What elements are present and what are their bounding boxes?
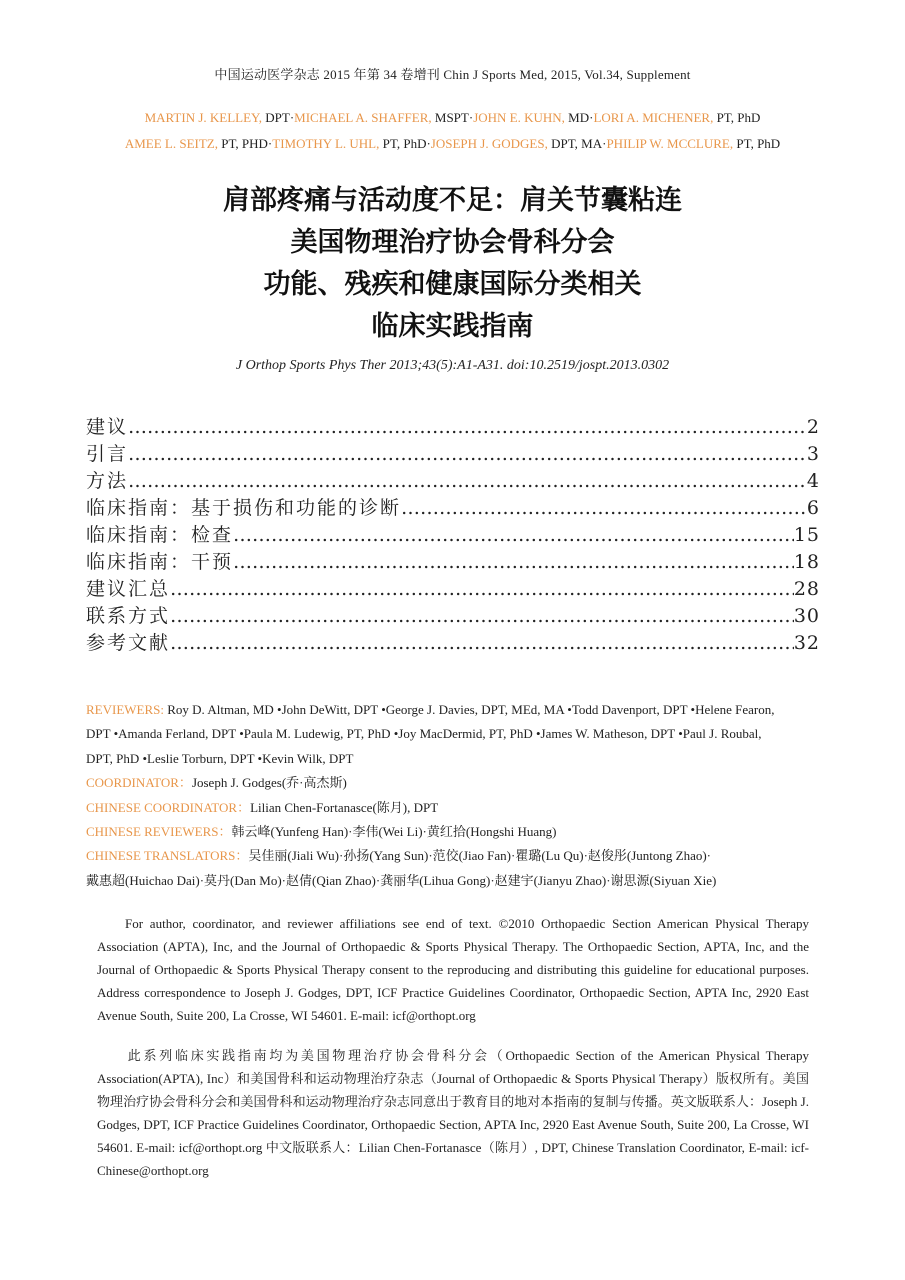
title-line-2: 美国物理治疗协会骨科分会 — [290, 227, 615, 258]
toc-entry[interactable]: 临床指南：干预 ………………………………………………………………………………………………………………………………………………… 18 — [86, 547, 820, 574]
authors-line-1 — [0, 110, 905, 126]
table-of-contents — [86, 412, 820, 655]
coordinator-label: COORDINATOR： — [86, 775, 192, 791]
chinese-translators-line: 戴惠超(Huichao Dai)·莫丹(Dan Mo)·赵倩(Qian Zhao)·龚丽华(Lihua Gong)·赵建宇(Jianyu Zhao)·谢思源(Siyuan Xie) — [86, 872, 717, 888]
reviewers-line: REVIEWERS: Roy D. Altman, MD •John DeWitt, DPT •George J. Davies, DPT, MEd, MA •Todd Davenport, DPT •Helene Fearon, — [86, 702, 775, 717]
copyright-paragraph-english: For author, coordinator, and reviewer affiliations see end of text. ©2010 Orthopaedic Section American Physical Therapy Association (APTA), Inc, and the Journal of Orthopaedic & Sports Physical Therapy. The Orthopaedic Section, APTA, Inc, and the Journal of Orthopaedic & Sports Physical Therapy consent to the reproducing and distributing this guideline for educational purposes. Address correspondence to Joseph J. Godges, DPT, ICF Practice Guidelines Coordinator, Orthopaedic Section, APTA Inc, 2920 East Avenue South, Suite 200, La Crosse, WI 54601. E-mail: icf@orthopt.org — [97, 916, 809, 1023]
paper-title — [0, 180, 905, 348]
toc-entry[interactable]: 临床指南：基于损伤和功能的诊断 ………………………………………………………………………………………………………………………………………………… 6 — [86, 493, 820, 520]
chinese-translators-label: CHINESE TRANSLATORS： — [86, 848, 249, 864]
authors-line-2 — [0, 136, 905, 152]
credits-section — [86, 698, 821, 893]
copyright-paragraph-chinese: 此系列临床实践指南均为美国物理治疗协会骨科分会（Orthopaedic Section of the American Physical Therapy Association(APTA), Inc）和美国骨科和运动物理治疗杂志（Journal of Orthopaedic & Sports Physical Therapy）版权所有。美国物理治疗协会骨科分会和美国骨科和运动物理治疗杂志同意出于教育目的地对本指南的复制与传播。英文版联系人：Joseph J. Godges, DPT, ICF Practice Guidelines Coordinator, Orthopaedic Section, APTA Inc, 2920 East Avenue South, Suite 200, La Crosse, WI 54601. E-mail: icf@orthopt.org 中文版联系人：Lilian Chen-Fortanasce（陈月）, DPT, Chinese Translation Coordinator, E-mail: icf-Chinese@orthopt.org — [97, 1048, 809, 1178]
toc-entry[interactable]: 建议 ………………………………………………………………………………………………………………………………………………… 2 — [86, 412, 820, 439]
author-kelley: MARTIN J. KELLEY, DPT· — [144, 110, 295, 125]
author-mcclure: PHILIP W. MCCLURE, PT, PhD — [606, 136, 781, 151]
coordinator-line: COORDINATOR：Joseph J. Godges(乔·高杰斯) — [86, 775, 347, 791]
author-michener: LORI A. MICHENER, PT, PhD — [593, 110, 761, 125]
reviewers-line: DPT •Amanda Ferland, DPT •Paula M. Ludewig, PT, PhD •Joy MacDermid, PT, PhD •James W. Matheson, DPT •Paul J. Roubal, — [86, 726, 762, 742]
author-seitz: AMEE L. SEITZ, PT, PHD· — [124, 136, 273, 151]
chinese-coordinator-line: CHINESE COORDINATOR：Lilian Chen-Fortanasce(陈月), DPT — [86, 799, 439, 815]
chinese-reviewers-label: CHINESE REVIEWERS： — [86, 824, 232, 840]
title-line-1: 肩部疼痛与活动度不足：肩关节囊粘连 — [223, 185, 682, 216]
toc-entry[interactable]: 联系方式 ………………………………………………………………………………………………………………………………………………… 30 — [86, 601, 820, 628]
chinese-coordinator-label: CHINESE COORDINATOR： — [86, 799, 251, 815]
toc-entry[interactable]: 建议汇总 ………………………………………………………………………………………………………………………………………………… 28 — [86, 574, 820, 601]
reviewers-line: DPT, PhD •Leslie Torburn, DPT •Kevin Wilk, DPT — [86, 750, 354, 766]
citation: J Orthop Sports Phys Ther 2013;43(5):A1-A31. doi:10.2519/jospt.2013.0302 — [235, 358, 670, 373]
toc-entry[interactable]: 参考文献 ………………………………………………………………………………………………………………………………………………… 32 — [86, 628, 820, 655]
author-godges: JOSEPH J. GODGES, DPT, MA· — [430, 136, 607, 151]
toc-entry[interactable]: 引言 ………………………………………………………………………………………………………………………………………………… 3 — [86, 439, 820, 466]
title-line-3: 功能、残疾和健康国际分类相关 — [263, 269, 642, 300]
journal-header: 中国运动医学杂志 2015 年第 34 卷增刊 Chin J Sports Med, 2015, Vol.34, Supplement — [214, 67, 691, 82]
title-line-4: 临床实践指南 — [371, 311, 534, 342]
chinese-translators-line: CHINESE TRANSLATORS：吴佳丽(Jiali Wu)·孙扬(Yang Sun)·范佼(Jiao Fan)·瞿璐(Lu Qu)·赵俊彤(Juntong Zhao)· — [86, 848, 712, 864]
author-uhl: TIMOTHY L. UHL, PT, PhD· — [272, 136, 431, 151]
author-kuhn: JOHN E. KUHN, MD· — [473, 110, 594, 125]
reviewers-label: REVIEWERS: — [86, 702, 164, 717]
chinese-reviewers-line: CHINESE REVIEWERS：韩云峰(Yunfeng Han)·李伟(Wei Li)·黄红拾(Hongshi Huang) — [86, 824, 557, 840]
toc-entry[interactable]: 临床指南：检查 ………………………………………………………………………………………………………………………………………………… 15 — [86, 520, 820, 547]
author-shaffer: MICHAEL A. SHAFFER, MSPT· — [294, 110, 474, 125]
toc-entry[interactable]: 方法 ………………………………………………………………………………………………………………………………………………… 4 — [86, 466, 820, 493]
